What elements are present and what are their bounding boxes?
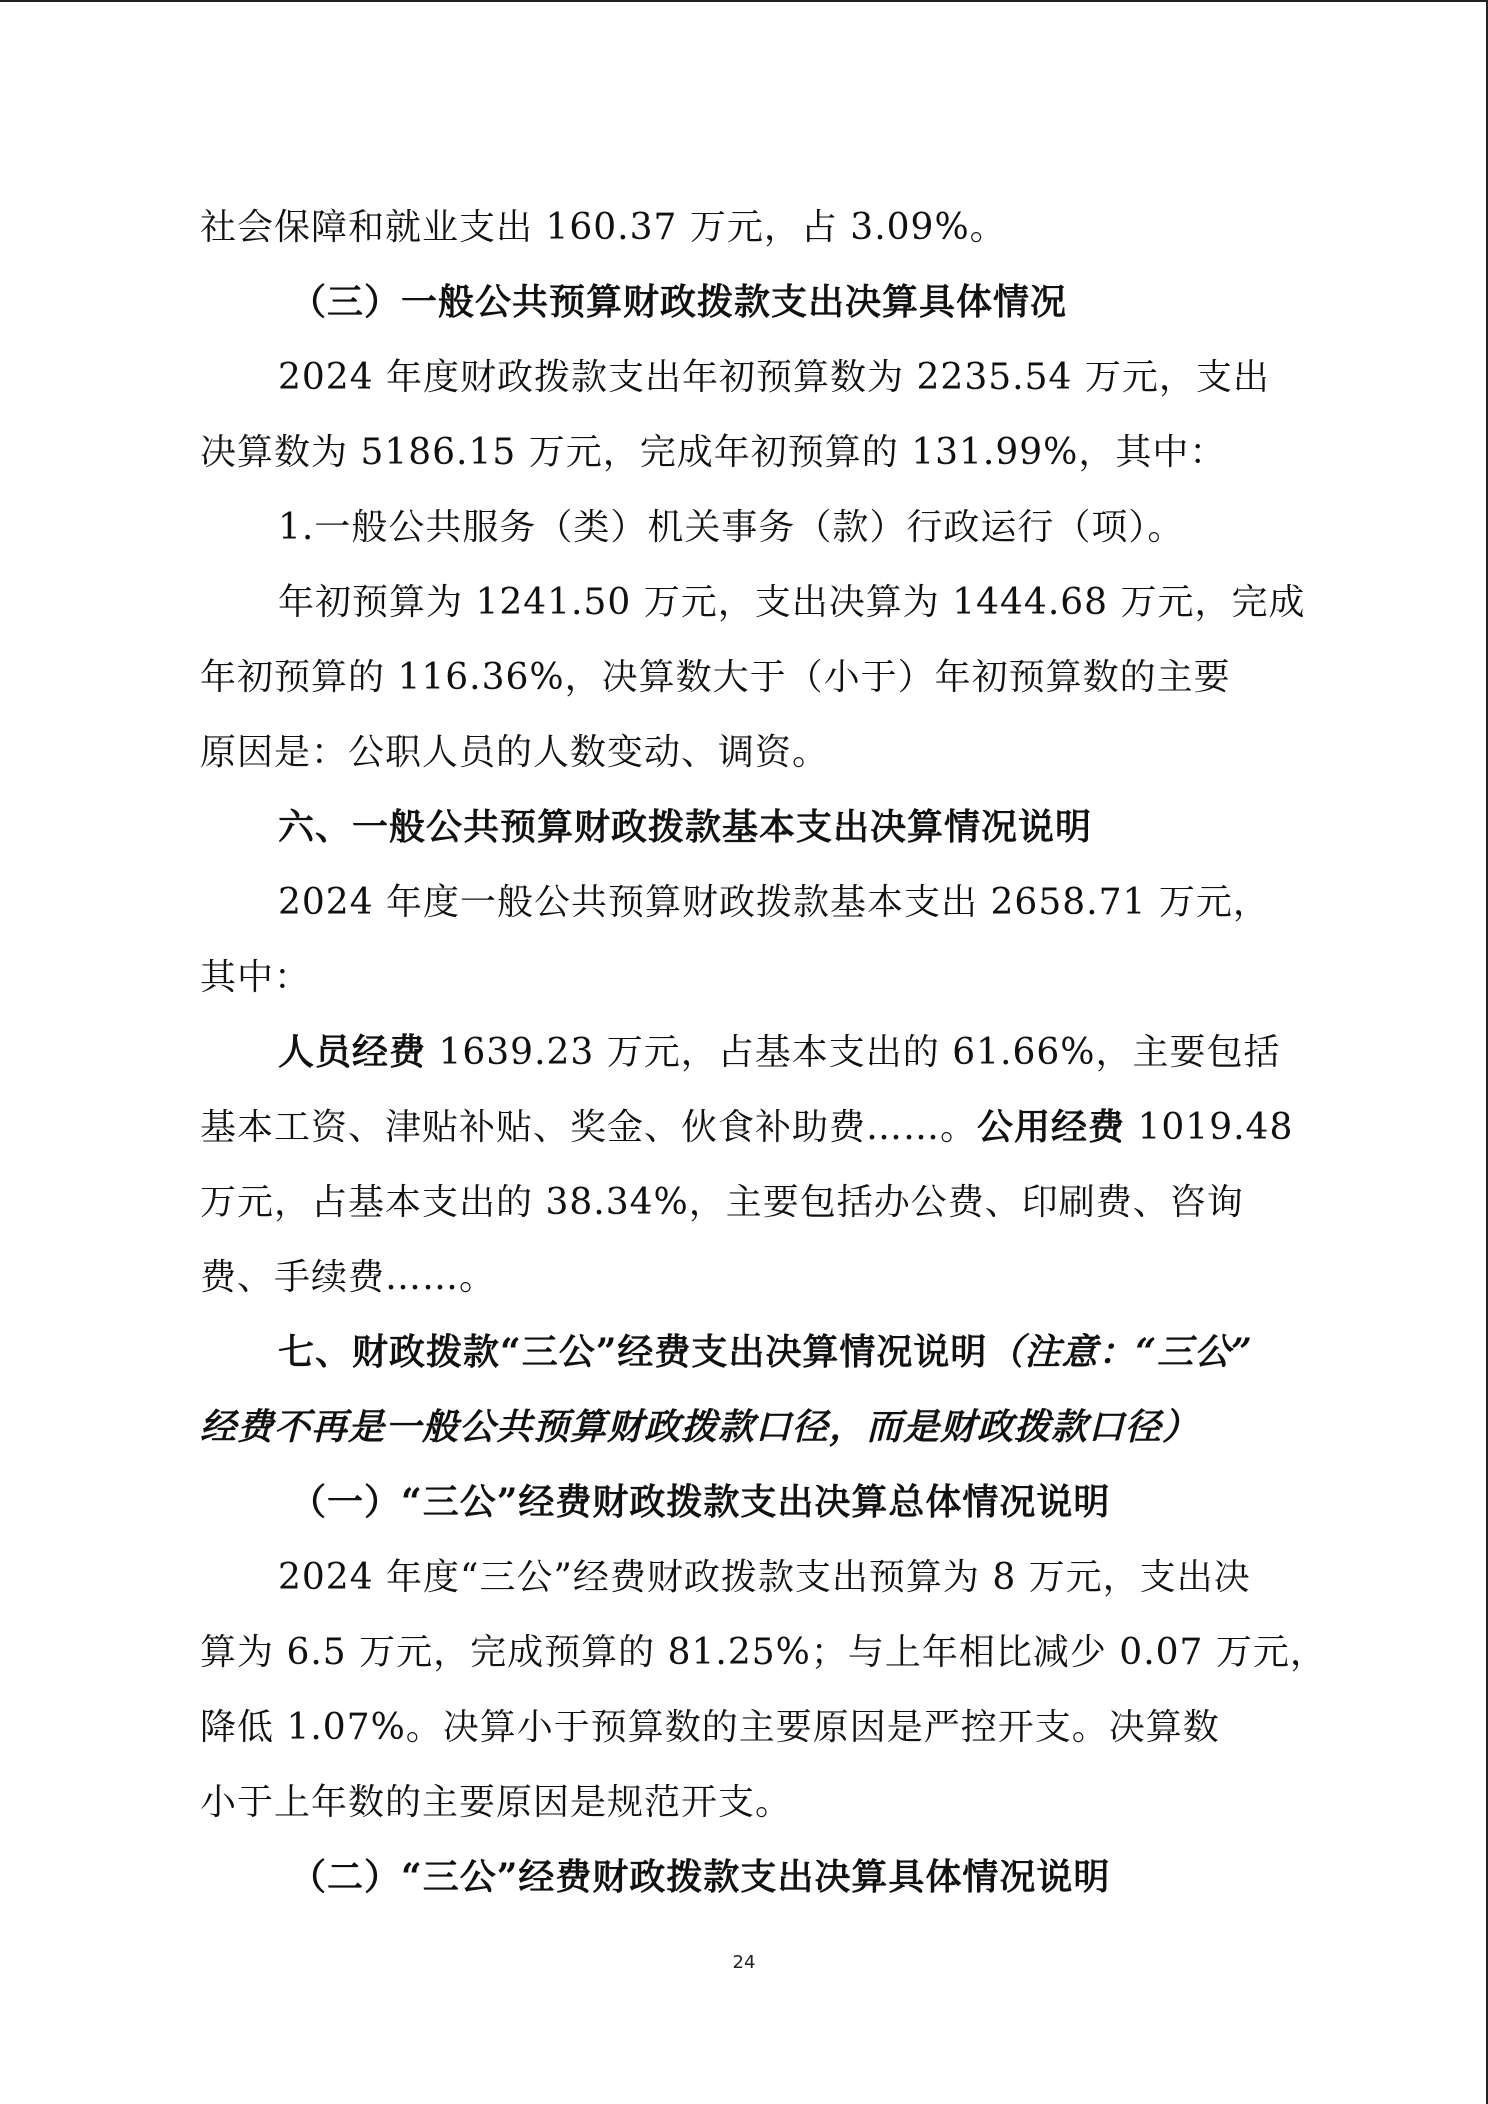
- paragraph-line: 年初预算为 1241.50 万元，支出决算为 1444.68 万元，完成: [278, 582, 1306, 623]
- section-heading-6: 六、一般公共预算财政拨款基本支出决算情况说明: [278, 806, 1093, 848]
- paragraph-line: 原因是：公职人员的人数变动、调资。: [200, 732, 830, 773]
- note-text: 经费不再是一般公共预算财政拨款口径，而是财政拨款口径）: [200, 1406, 1200, 1448]
- personnel-expense-label: 人员经费: [278, 1031, 427, 1073]
- section-heading-7-2: （二）“三公”经费财政拨款支出决算具体情况说明: [290, 1856, 1111, 1898]
- paragraph-line: 2024 年度“三公”经费财政拨款支出预算为 8 万元，支出决: [278, 1557, 1251, 1598]
- paragraph-line: 算为 6.5 万元，完成预算的 81.25%；与上年相比减少 0.07 万元，: [200, 1632, 1327, 1673]
- section-heading-3: （三）一般公共预算财政拨款支出决算具体情况: [290, 281, 1068, 323]
- note-text: （注意：“三公”: [987, 1331, 1253, 1373]
- section-heading-text: 七、财政拨款“三公”经费支出决算情况说明: [278, 1331, 988, 1373]
- paragraph-line: [200, 1090, 1294, 1165]
- list-item-title: 1.一般公共服务（类）机关事务（款）行政运行（项）。: [278, 507, 1185, 548]
- paragraph-line: 降低 1.07%。决算小于预算数的主要原因是严控开支。决算数: [200, 1707, 1220, 1748]
- public-expense-label: 公用经费: [977, 1106, 1126, 1148]
- paragraph-text: 1639.23 万元，占基本支出的 61.66%，主要包括: [426, 1032, 1281, 1073]
- paragraph-line: 2024 年度财政拨款支出年初预算数为 2235.54 万元，支出: [278, 357, 1270, 398]
- paragraph-line: 万元，占基本支出的 38.34%，主要包括办公费、印刷费、咨询: [200, 1182, 1244, 1223]
- paragraph-text: 1019.48: [1125, 1107, 1294, 1148]
- section-heading-7-1: （一）“三公”经费财政拨款支出决算总体情况说明: [290, 1481, 1111, 1523]
- page-number: 24: [732, 1952, 756, 1973]
- section-heading-7: [200, 1315, 1290, 1390]
- paragraph-line: 2024 年度一般公共预算财政拨款基本支出 2658.71 万元，: [278, 882, 1270, 923]
- paragraph-line: 社会保障和就业支出 160.37 万元，占 3.09%。: [200, 207, 1007, 248]
- paragraph-line: 费、手续费……。: [200, 1257, 497, 1298]
- paragraph-line: 年初预算的 116.36%，决算数大于（小于）年初预算数的主要: [200, 657, 1231, 698]
- paragraph-line: 小于上年数的主要原因是规范开支。: [200, 1782, 793, 1823]
- document-body: [200, 190, 1327, 1915]
- paragraph-line: 决算数为 5186.15 万元，完成年初预算的 131.99%，其中：: [200, 432, 1227, 473]
- paragraph-line: 其中：: [200, 957, 312, 998]
- paragraph-text: 基本工资、津贴补贴、奖金、伙食补助费……。: [200, 1107, 978, 1148]
- paragraph-line: [200, 1015, 1290, 1090]
